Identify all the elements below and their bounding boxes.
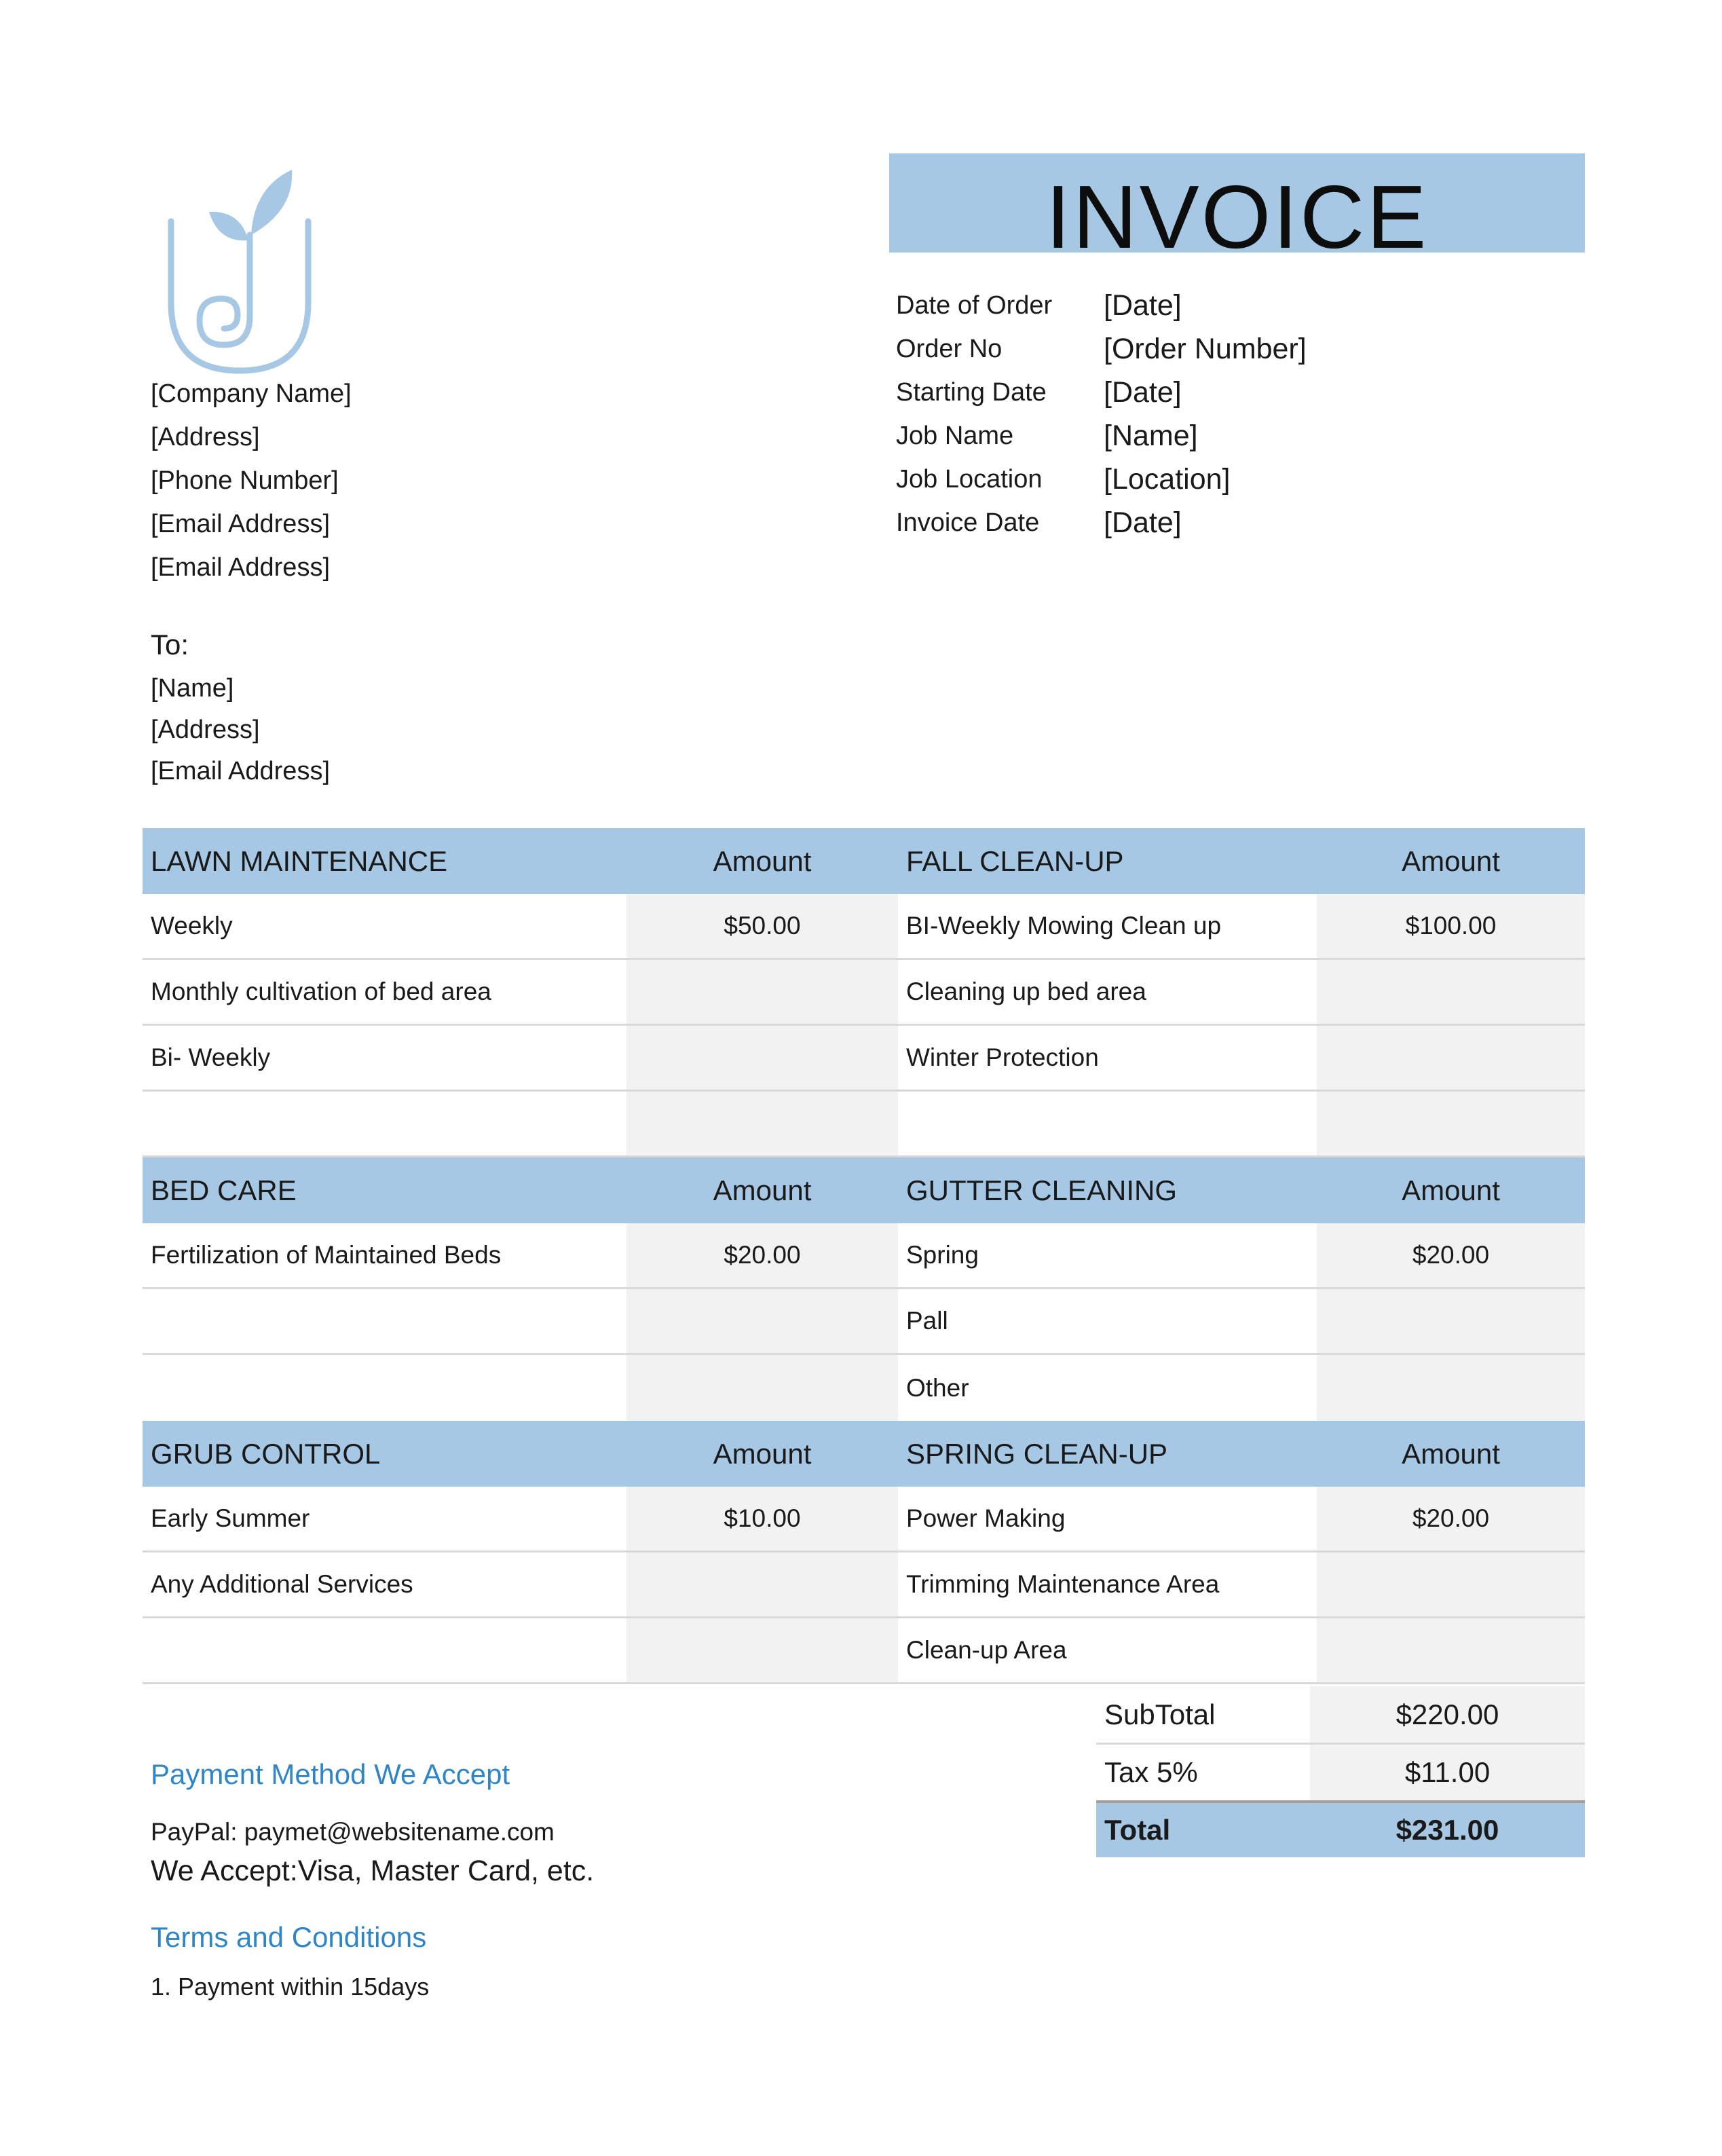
company-info <box>151 372 352 589</box>
order-info-row <box>896 371 1575 414</box>
company-phone: [Phone Number] <box>151 466 339 495</box>
table-row <box>143 1223 1585 1289</box>
service-item: Weekly <box>151 912 233 940</box>
service-item: Bi- Weekly <box>151 1043 271 1071</box>
section-header-row <box>143 828 1585 894</box>
service-item: Any Additional Services <box>151 1570 413 1598</box>
service-section-lawn-fall <box>143 828 1585 1157</box>
service-amount <box>1317 1553 1585 1616</box>
service-item <box>143 1289 626 1353</box>
service-item: Power Making <box>906 1504 1066 1532</box>
tax-value: $11.00 <box>1310 1745 1585 1800</box>
total-row <box>1096 1803 1585 1857</box>
date-of-order-label: Date of Order <box>896 291 1053 320</box>
subtotal-value: $220.00 <box>1310 1686 1585 1743</box>
section-title-gutter-cleaning: GUTTER CLEANING <box>906 1174 1178 1206</box>
tax-row <box>1096 1745 1585 1803</box>
table-row <box>143 1026 1585 1092</box>
service-amount <box>626 1553 898 1616</box>
recipient-name: [Name] <box>151 674 234 703</box>
section-title-lawn-maintenance: LAWN MAINTENANCE <box>151 844 448 877</box>
service-item <box>143 1618 626 1682</box>
order-info-row <box>896 414 1575 458</box>
amount-header: Amount <box>713 1437 812 1470</box>
service-amount <box>626 1092 898 1155</box>
service-amount: $10.00 <box>626 1487 898 1550</box>
service-amount: $20.00 <box>1317 1223 1585 1287</box>
section-title-fall-clean-up: FALL CLEAN-UP <box>906 844 1124 877</box>
service-item: Early Summer <box>151 1504 310 1532</box>
service-amount <box>626 1026 898 1090</box>
starting-date-label: Starting Date <box>896 377 1047 407</box>
invoice-title: INVOICE <box>1045 167 1429 267</box>
order-info-row <box>896 284 1575 327</box>
terms-item: 1. Payment within 15days <box>151 1973 430 2001</box>
service-item: Fertilization of Maintained Beds <box>151 1241 502 1269</box>
table-row <box>143 1553 1585 1618</box>
amount-header: Amount <box>1402 1437 1500 1470</box>
service-item: Trimming Maintenance Area <box>906 1570 1220 1598</box>
payment-method-heading: Payment Method We Accept <box>151 1758 510 1790</box>
order-no-label: Order No <box>896 334 1003 363</box>
service-amount: $20.00 <box>1317 1487 1585 1550</box>
service-amount: $20.00 <box>626 1223 898 1287</box>
service-item: Monthly cultivation of bed area <box>151 978 491 1005</box>
table-row <box>143 1618 1585 1684</box>
service-item: BI-Weekly Mowing Clean up <box>906 912 1222 940</box>
service-amount <box>626 1289 898 1353</box>
service-amount: $100.00 <box>1317 894 1585 958</box>
table-row <box>143 1289 1585 1355</box>
amount-header: Amount <box>1402 844 1500 877</box>
service-amount <box>626 960 898 1024</box>
service-item: Cleaning up bed area <box>906 978 1146 1005</box>
section-header-row <box>143 1157 1585 1223</box>
order-info <box>896 284 1575 544</box>
service-item <box>143 1355 626 1421</box>
subtotal-label: SubTotal <box>1104 1698 1216 1730</box>
service-amount <box>1317 960 1585 1024</box>
amount-header: Amount <box>1402 1174 1500 1206</box>
job-name-value: [Name] <box>1104 419 1198 452</box>
service-item: Winter Protection <box>906 1043 1099 1071</box>
service-item: Spring <box>906 1241 979 1269</box>
accepted-cards-line: We Accept:Visa, Master Card, etc. <box>151 1855 595 1887</box>
service-amount <box>626 1355 898 1421</box>
table-row <box>143 894 1585 960</box>
section-title-spring-clean-up: SPRING CLEAN-UP <box>906 1437 1168 1470</box>
company-email: [Email Address] <box>151 510 330 538</box>
service-amount <box>1317 1026 1585 1090</box>
table-row <box>143 1092 1585 1157</box>
subtotal-row <box>1096 1686 1585 1745</box>
job-location-value: [Location] <box>1104 462 1231 496</box>
service-amount <box>626 1618 898 1682</box>
invoice-date-value: [Date] <box>1104 506 1182 539</box>
service-section-bed-gutter <box>143 1157 1585 1421</box>
job-location-label: Job Location <box>896 464 1043 494</box>
section-title-grub-control: GRUB CONTROL <box>151 1437 381 1470</box>
order-info-row <box>896 501 1575 544</box>
service-amount <box>1317 1355 1585 1421</box>
leaf-sprout-logo-icon <box>162 167 318 380</box>
service-item: Clean-up Area <box>906 1636 1067 1664</box>
invoice-date-label: Invoice Date <box>896 508 1040 537</box>
date-of-order-value: [Date] <box>1104 289 1182 322</box>
paypal-line: PayPal: paymet@websitename.com <box>151 1818 555 1846</box>
job-name-label: Job Name <box>896 421 1014 450</box>
order-info-row <box>896 327 1575 371</box>
service-amount: $50.00 <box>626 894 898 958</box>
service-item <box>898 1092 1317 1155</box>
table-row <box>143 1487 1585 1553</box>
service-item: Other <box>906 1373 969 1402</box>
service-item <box>143 1092 626 1155</box>
service-amount <box>1317 1092 1585 1155</box>
service-section-grub-spring <box>143 1421 1585 1684</box>
service-amount <box>1317 1618 1585 1682</box>
terms-heading: Terms and Conditions <box>151 1921 427 1953</box>
order-info-row <box>896 458 1575 501</box>
company-address: [Address] <box>151 423 260 451</box>
totals-block <box>1096 1686 1585 1857</box>
service-amount <box>1317 1289 1585 1353</box>
amount-header: Amount <box>713 1174 812 1206</box>
total-label: Total <box>1104 1814 1171 1846</box>
recipient-info <box>151 668 330 792</box>
tax-label: Tax 5% <box>1104 1756 1198 1788</box>
to-label: To: <box>151 629 189 661</box>
starting-date-value: [Date] <box>1104 375 1182 409</box>
section-header-row <box>143 1421 1585 1487</box>
amount-header: Amount <box>713 844 812 877</box>
recipient-email: [Email Address] <box>151 757 330 785</box>
service-item: Pall <box>906 1307 948 1335</box>
total-value: $231.00 <box>1396 1814 1499 1846</box>
company-email-secondary: [Email Address] <box>151 553 330 582</box>
recipient-address: [Address] <box>151 715 260 744</box>
section-title-bed-care: BED CARE <box>151 1174 297 1206</box>
order-no-value: [Order Number] <box>1104 332 1307 365</box>
table-row <box>143 960 1585 1026</box>
company-name: [Company Name] <box>151 379 352 408</box>
table-row <box>143 1355 1585 1421</box>
